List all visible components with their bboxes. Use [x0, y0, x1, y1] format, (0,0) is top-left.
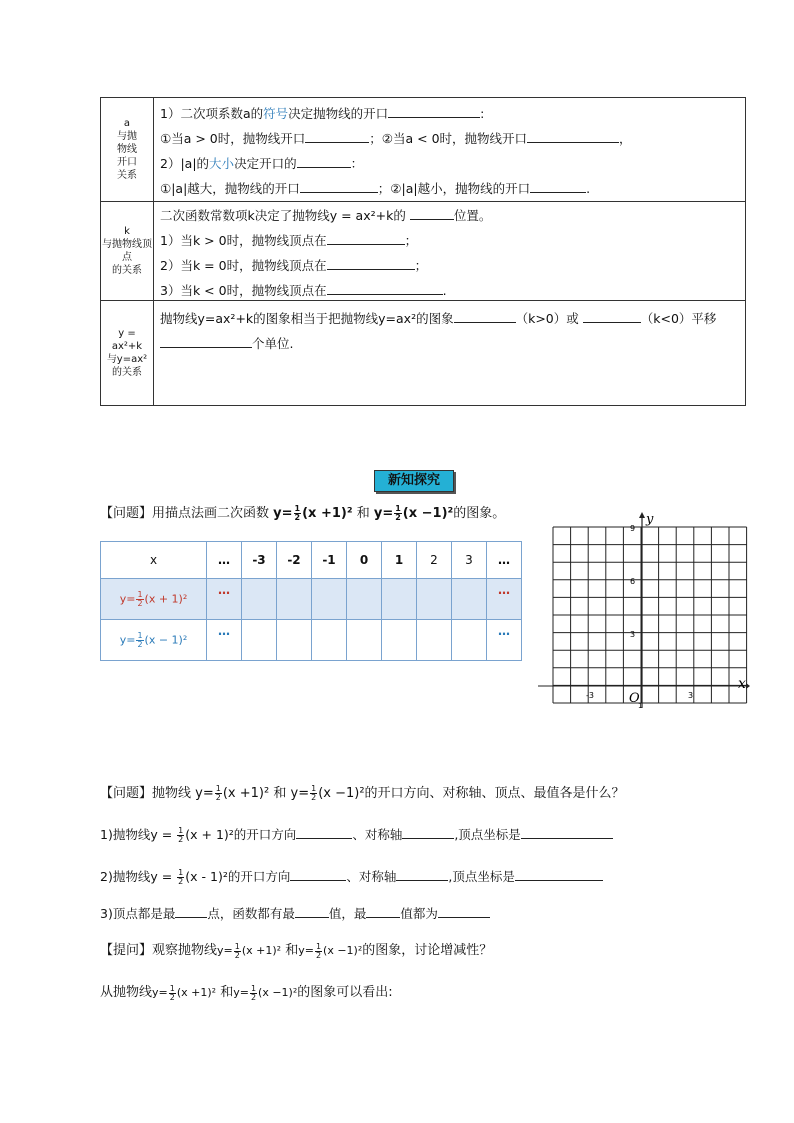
blank[interactable] [160, 334, 252, 348]
row-a-label: a 与抛 物线 开口 关系 [101, 98, 154, 201]
x-axis-arrow [746, 683, 750, 689]
row-k-label: k 与抛物线顶点 的关系 [101, 202, 154, 300]
tick-label: 3 [688, 691, 694, 700]
blank[interactable] [583, 309, 641, 323]
row-translation-content: 抛物线y=ax²+k的图象相当于把抛物线y=ax²的图象 （k>0）或 （k<0）平移 个单位. [160, 311, 717, 351]
blank[interactable] [527, 129, 619, 143]
question-2: 2)抛物线y = $\frac{1}{2}$ (x - 1)²的开口方向 、对称轴 ,顶点坐标是 [100, 867, 603, 886]
question-5: 从抛物线y= $\frac{1}{2}$ (x +1)² 和y= $\frac{1}{2}$ (x −1)²的图象可以看出: [100, 983, 393, 1002]
problem-1: 【问题】用描点法画二次函数 y= $\frac{1}{2}$ (x +1)² 和 y= $\frac{1}{2}$ (x −1)²的图象。 [100, 504, 506, 522]
y-cell[interactable] [347, 579, 382, 620]
blank[interactable] [175, 904, 207, 918]
problem-2: 【问题】抛物线 y= $\frac{1}{2}$ (x +1)² 和 y= $\frac{1}{2}$ (x −1)²的开口方向、对称轴、顶点、最值各是什么？ [100, 784, 625, 802]
y-cell[interactable] [452, 579, 487, 620]
blank[interactable] [327, 281, 443, 295]
y-cell[interactable] [382, 620, 417, 661]
y-cell[interactable]: … [207, 579, 242, 620]
properties-table [100, 97, 746, 406]
y-cell[interactable] [417, 579, 452, 620]
grid-lines [553, 527, 747, 703]
value-table [100, 541, 522, 661]
question-4: 【提问】观察抛物线y= $\frac{1}{2}$ (x +1)² 和y= $\frac{1}{2}$ (x −1)²的图象，讨论增减性？ [100, 941, 493, 960]
y-cell[interactable] [382, 579, 417, 620]
blank[interactable] [388, 104, 480, 118]
y-cell[interactable] [242, 620, 277, 661]
row-a-opening [101, 98, 745, 202]
row2-label: y= $\frac{1}{2}$ (x − 1)² [101, 620, 207, 661]
blank[interactable] [297, 154, 351, 168]
x-cell: -1 [312, 542, 347, 579]
blank[interactable] [530, 179, 586, 193]
x-cell: 3 [452, 542, 487, 579]
y-cell[interactable] [277, 579, 312, 620]
y-cell[interactable] [242, 579, 277, 620]
blank[interactable] [454, 309, 516, 323]
x-axis-label: x [738, 676, 746, 692]
section-heading: 新知探究 [374, 470, 454, 492]
x-cell: 1 [382, 542, 417, 579]
y-cell[interactable]: … [207, 620, 242, 661]
x-cell: … [487, 542, 522, 579]
tick-label: 6 [630, 577, 636, 586]
blank[interactable] [290, 867, 346, 881]
blank[interactable] [438, 904, 490, 918]
y-axis-arrow [639, 512, 645, 518]
tick-label: 1 [638, 702, 643, 708]
question-3: 3)顶点都是最 点，函数都有最 值，最 值都为 [100, 904, 490, 923]
blank[interactable] [327, 231, 405, 245]
blank[interactable] [300, 179, 378, 193]
y-cell[interactable] [312, 579, 347, 620]
blank[interactable] [366, 904, 400, 918]
blank[interactable] [305, 129, 369, 143]
x-cell: 0 [347, 542, 382, 579]
row-k-content: 二次函数常数项k决定了抛物线y = ax²+k的 位置。 1）当k > 0时，抛物线顶点在 ； 2）当k = 0时，抛物线顶点在 ； 3）当k < 0时，抛物线顶点在 . [160, 208, 492, 298]
y-cell[interactable]: … [487, 579, 522, 620]
y-cell[interactable]: … [487, 620, 522, 661]
x-cell: -2 [277, 542, 312, 579]
x-cell: … [207, 542, 242, 579]
tick-label: -3 [586, 691, 594, 700]
blank[interactable] [515, 867, 603, 881]
y-cell[interactable] [277, 620, 312, 661]
row1-label: y= $\frac{1}{2}$ (x + 1)² [101, 579, 207, 620]
row-translation-label: y = ax²+k 与y=ax² 的关系 [101, 301, 154, 405]
blank[interactable] [396, 867, 448, 881]
row-translation [101, 301, 745, 405]
blank[interactable] [402, 825, 454, 839]
row-k-vertex [101, 202, 745, 301]
blank[interactable] [410, 206, 454, 220]
tick-label: 3 [630, 630, 636, 639]
x-cell: 2 [417, 542, 452, 579]
x-header: x [101, 542, 207, 579]
coordinate-grid[interactable] [538, 512, 750, 708]
y-axis-label: y [646, 512, 654, 527]
blank[interactable] [521, 825, 613, 839]
row-a-content: 1）二次项系数a的符号决定抛物线的开口 : ①当a > 0时，抛物线开口 ；②当a < 0时，抛物线开口 ， 2）|a|的大小决定开口的 ： ①|a|越大，抛物线的开口 ；②|a|越小，抛物线的开口 . [160, 106, 632, 196]
blank[interactable] [295, 904, 329, 918]
y-cell[interactable] [312, 620, 347, 661]
blank[interactable] [296, 825, 352, 839]
x-cell: -3 [242, 542, 277, 579]
y-cell[interactable] [452, 620, 487, 661]
blank[interactable] [327, 256, 415, 270]
y-cell[interactable] [347, 620, 382, 661]
y-cell[interactable] [417, 620, 452, 661]
question-1: 1)抛物线y = $\frac{1}{2}$ (x + 1)²的开口方向 、对称轴 ,顶点坐标是 [100, 825, 613, 844]
tick-label: 9 [630, 524, 636, 533]
origin-label: O [629, 691, 640, 706]
